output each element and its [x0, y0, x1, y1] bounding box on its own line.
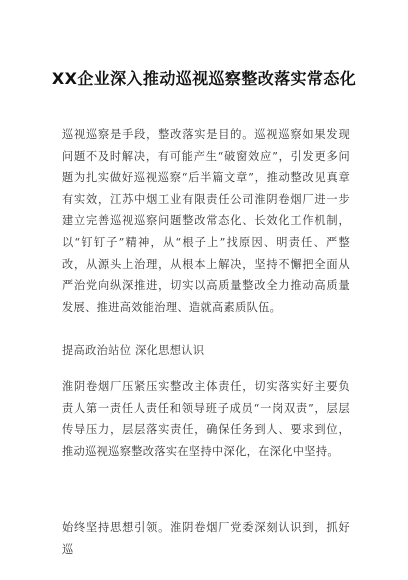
document-title: XX企业深入推动巡视巡察整改落实常态化 — [51, 69, 357, 88]
paragraph-intro: 巡视巡察是手段，整改落实是目的。巡视巡察如果发现问题不及时解决，有可能产生“破窗效应”，引发更多问题为扎实做好巡视巡察“后半篇文章”，推动整改见真章有实效，江苏中烟工业有限责任公司淮阴卷烟厂进一步建立完善巡视巡察问题整改常态化、长效化工作机制，以“钉钉子”精神，从“根子上”找原因、明责任、严整改，从源头上治理，从根本上解决，坚持不懈把全面从严治党向纵深推进，切实以高质量整改全力推动高质量发展、推进高效能治理、造就高素质队伍。 — [62, 128, 350, 314]
paragraph-responsibility: 淮阴卷烟厂压紧压实整改主体责任，切实落实好主要负责人第一责任人责任和领导班子成员“一岗双责”，层层传导压力，层层落实责任，确保任务到人、要求到位，推动巡视巡察整改落实在坚持中深化，在深化中坚持。 — [62, 380, 350, 458]
paragraph-thought-guidance: 始终坚持思想引领。淮阴卷烟厂党委深刻认识到，抓好巡 — [62, 521, 350, 556]
section-heading: 提高政治站位 深化思想认识 — [62, 344, 205, 357]
